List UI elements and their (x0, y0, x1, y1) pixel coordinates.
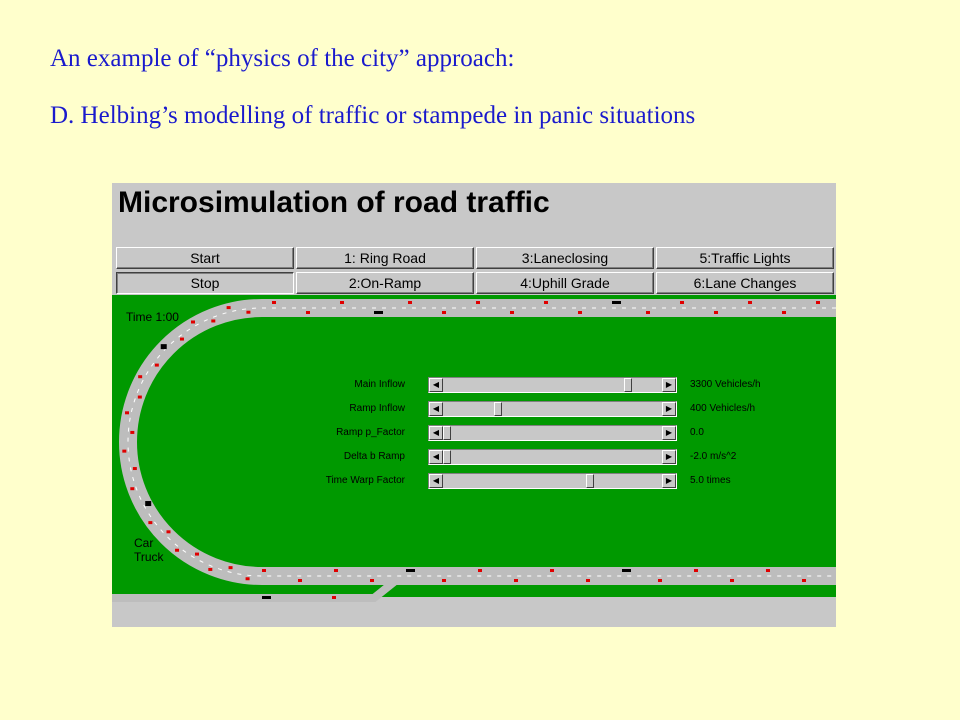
car (694, 569, 698, 572)
car (166, 530, 170, 533)
truck (622, 569, 631, 572)
truck (145, 501, 151, 506)
applet-title: Microsimulation of road traffic (118, 186, 550, 219)
truck (612, 301, 621, 304)
truck (374, 311, 383, 314)
truck (262, 596, 271, 599)
car (766, 569, 770, 572)
car (334, 569, 338, 572)
car (748, 301, 752, 304)
laneclosing-button[interactable]: 3:Laneclosing (476, 247, 654, 269)
car (306, 311, 310, 314)
time-warp-factor-value: 5.0 times (690, 475, 731, 486)
car (138, 375, 142, 378)
slider-thumb[interactable] (586, 474, 594, 488)
car (370, 579, 374, 582)
slider-left-arrow-icon[interactable]: ◀ (429, 402, 443, 416)
delta-b-ramp-slider[interactable] (428, 449, 677, 465)
car (340, 301, 344, 304)
car (816, 301, 820, 304)
ramp-inflow-value: 400 Vehicles/h (690, 403, 756, 414)
car (180, 338, 184, 341)
car (130, 431, 134, 434)
slider-right-arrow-icon[interactable]: ▶ (662, 474, 676, 488)
ramp-p-factor-label: Ramp p_Factor (336, 427, 405, 438)
delta-b-ramp-value: -2.0 m/s^2 (690, 451, 737, 462)
car (646, 311, 650, 314)
car (208, 568, 212, 571)
delta-b-ramp-label: Delta b Ramp (343, 451, 405, 462)
stop-button[interactable]: Stop (116, 272, 294, 294)
ramp-inflow-label: Ramp Inflow (349, 403, 405, 414)
car (148, 521, 152, 524)
car (680, 301, 684, 304)
car (133, 467, 137, 470)
car (476, 301, 480, 304)
slider-left-arrow-icon[interactable]: ◀ (429, 426, 443, 440)
time-warp-factor-slider[interactable] (428, 473, 677, 489)
car (155, 364, 159, 367)
ramp-p-factor-value: 0.0 (690, 427, 704, 438)
car (714, 311, 718, 314)
car (408, 301, 412, 304)
car (246, 311, 250, 314)
slider-thumb[interactable] (443, 450, 451, 464)
car (586, 579, 590, 582)
slider-left-arrow-icon[interactable]: ◀ (429, 450, 443, 464)
slider-thumb[interactable] (624, 378, 632, 392)
car (272, 301, 276, 304)
car (122, 450, 126, 453)
car (544, 301, 548, 304)
slide-heading-line-1: An example of “physics of the city” approach: (50, 45, 515, 72)
simulation-canvas (112, 295, 836, 627)
car (138, 396, 142, 399)
slider-left-arrow-icon[interactable]: ◀ (429, 378, 443, 392)
car (730, 579, 734, 582)
time-warp-factor-label: Time Warp Factor (325, 475, 405, 486)
main-inflow-value: 3300 Vehicles/h (690, 379, 761, 390)
simulation-time: Time 1:00 (126, 310, 179, 324)
traffic-simulation-applet (112, 183, 836, 627)
slide-heading-line-2: D. Helbing’s modelling of traffic or stampede in panic situations (50, 102, 696, 129)
legend-truck-label: Truck (134, 550, 164, 564)
ramp-p-factor-slider[interactable] (428, 425, 677, 441)
traffic-lights-button[interactable]: 5:Traffic Lights (656, 247, 834, 269)
slider-right-arrow-icon[interactable]: ▶ (662, 450, 676, 464)
truck (406, 569, 415, 572)
car (175, 549, 179, 552)
start-button[interactable]: Start (116, 247, 294, 269)
car (298, 579, 302, 582)
slider-left-arrow-icon[interactable]: ◀ (429, 474, 443, 488)
car (195, 553, 199, 556)
ring-road-button[interactable]: 1: Ring Road (296, 247, 474, 269)
legend-car-label: Car (134, 536, 154, 550)
car (442, 579, 446, 582)
uphill-grade-button[interactable]: 4:Uphill Grade (476, 272, 654, 294)
car (514, 579, 518, 582)
slider-right-arrow-icon[interactable]: ▶ (662, 378, 676, 392)
slider-right-arrow-icon[interactable]: ▶ (662, 402, 676, 416)
slider-thumb[interactable] (443, 426, 451, 440)
car (510, 311, 514, 314)
car (782, 311, 786, 314)
car (550, 569, 554, 572)
main-inflow-label: Main Inflow (354, 379, 405, 390)
lane-changes-button[interactable]: 6:Lane Changes (656, 272, 834, 294)
car (658, 579, 662, 582)
main-inflow-slider[interactable] (428, 377, 677, 393)
truck (161, 344, 167, 349)
on-ramp-button[interactable]: 2:On-Ramp (296, 272, 474, 294)
car (130, 487, 134, 490)
car (229, 566, 233, 569)
car (211, 319, 215, 322)
car (246, 577, 250, 580)
car (802, 579, 806, 582)
car (227, 306, 231, 309)
car (262, 569, 266, 572)
car (125, 411, 129, 414)
car (478, 569, 482, 572)
car (332, 596, 336, 599)
slider-right-arrow-icon[interactable]: ▶ (662, 426, 676, 440)
ramp-inflow-slider[interactable] (428, 401, 677, 417)
slider-thumb[interactable] (494, 402, 502, 416)
car (442, 311, 446, 314)
car (191, 320, 195, 323)
car (578, 311, 582, 314)
